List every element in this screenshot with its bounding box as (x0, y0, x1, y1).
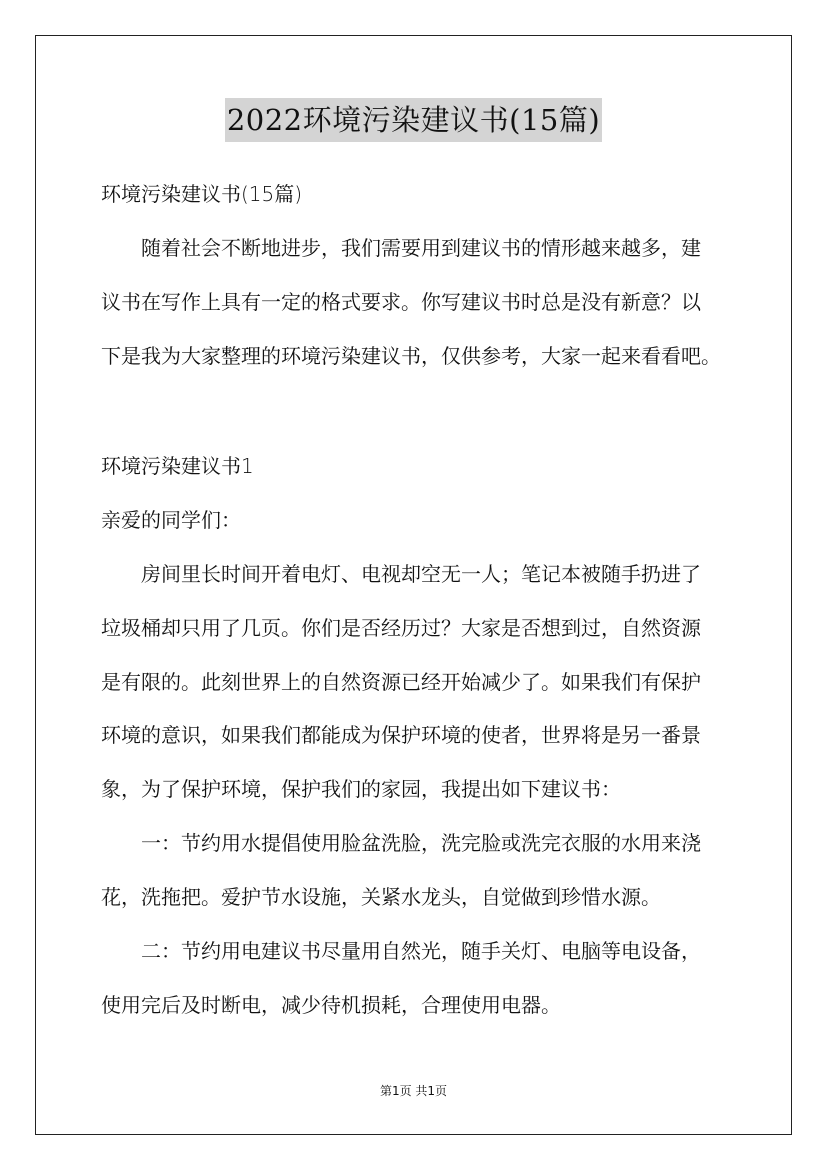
intro-line: 随着社会不断地进步，我们需要用到建议书的情形越来越多，建 (101, 236, 701, 260)
body-line: 花，洗拖把。爱护节水设施，关紧水龙头，自觉做到珍惜水源。 (101, 885, 661, 909)
body-line: 是有限的。此刻世界上的自然资源已经开始减少了。如果我们有保护 (101, 670, 701, 694)
document-subtitle: 环境污染建议书(15篇) (101, 182, 303, 206)
body-line: 房间里长时间开着电灯、电视却空无一人；笔记本被随手扔进了 (101, 562, 701, 586)
body-line: 一：节约用水提倡使用脸盆洗脸，洗完脸或洗完衣服的水用来浇 (101, 831, 701, 855)
title-container (0, 98, 827, 142)
salutation: 亲爱的同学们： (101, 508, 241, 532)
intro-line: 议书在写作上具有一定的格式要求。你写建议书时总是没有新意？以 (101, 290, 701, 314)
section-heading: 环境污染建议书1 (101, 454, 254, 478)
document-title: 2022环境污染建议书(15篇) (225, 98, 602, 142)
body-line: 二：节约用电建议书尽量用自然光，随手关灯、电脑等电设备， (101, 939, 701, 963)
body-line: 象，为了保护环境，保护我们的家园，我提出如下建议书： (101, 777, 621, 801)
body-line: 环境的意识，如果我们都能成为保护环境的使者，世界将是另一番景 (101, 723, 701, 747)
body-line: 垃圾桶却只用了几页。你们是否经历过？大家是否想到过，自然资源 (101, 616, 701, 640)
page-footer: 第1页 共1页 (379, 1084, 448, 1098)
body-line: 使用完后及时断电，减少待机损耗，合理使用电器。 (101, 993, 561, 1017)
intro-line: 下是我为大家整理的环境污染建议书，仅供参考，大家一起来看看吧。 (101, 344, 721, 368)
